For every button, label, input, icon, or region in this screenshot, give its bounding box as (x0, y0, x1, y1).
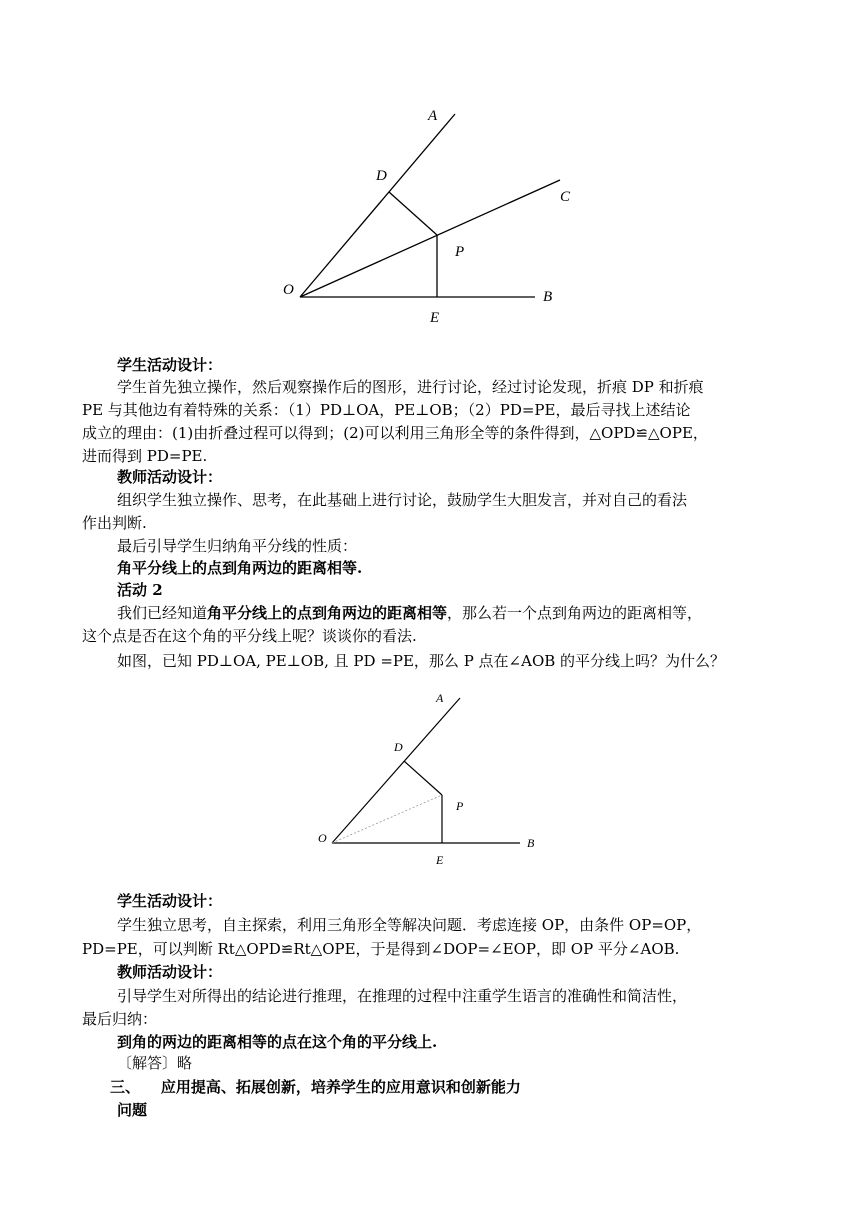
label-P: P (456, 799, 464, 813)
act2-line1 (117, 603, 817, 623)
label-C: C (560, 189, 571, 205)
t1-line3: 最后引导学生归纳角平分线的性质： (117, 537, 358, 555)
label-B: B (543, 289, 553, 305)
label-P: P (455, 244, 465, 260)
t2-line2: 最后归纳： (82, 1010, 158, 1028)
figure-angle-bisector-2 (310, 685, 550, 870)
section3-sub: 问题 (117, 1101, 148, 1119)
t1-line2: 作出判断. (82, 514, 147, 532)
act2-line1-a: 我们已经知道 (117, 604, 208, 622)
t2-line1: 引导学生对所得出的结论进行推理，在推理的过程中注重学生语言的准确性和简洁性， (117, 987, 688, 1005)
s2-line2: PD=PE，可以判断 Rt△OPD≌Rt△OPE，于是得到∠DOP=∠EOP，即 OP 平分∠AOB. (82, 940, 680, 958)
s1-line2: PE 与其他边有着特殊的关系：（1）PD⊥OA，PE⊥OB；（2）PD=PE，最后寻找上述结论 (82, 401, 691, 419)
t2-conclusion: 到角的两边的距离相等的点在这个角的平分线上. (117, 1033, 438, 1051)
label-E: E (430, 310, 440, 326)
section3-title: 应用提高、拓展创新，培养学生的应用意识和创新能力 (160, 1078, 521, 1096)
section3-number: 三、 (110, 1078, 141, 1096)
t1-line1: 组织学生独立操作、思考，在此基础上进行讨论，鼓励学生大胆发言，并对自己的看法 (117, 491, 688, 509)
s1-line3: 成立的理由：(1)由折叠过程可以得到；(2)可以利用三角形全等的条件得到，△OPD≌△OPE， (82, 424, 708, 442)
label-A: A (436, 691, 444, 705)
t1-title: 教师活动设计： (117, 468, 223, 486)
label-D: D (394, 740, 403, 754)
label-O: O (318, 831, 327, 845)
answer-line: 〔解答〕略 (117, 1054, 193, 1072)
label-E: E (436, 853, 444, 867)
act2-line2: 这个点是否在这个角的平分线上呢？谈谈你的看法. (82, 627, 417, 645)
s2-line1: 学生独立思考，自主探索，利用三角形全等解决问题．考虑连接 OP，由条件 OP=OP， (117, 916, 702, 934)
section3-heading (110, 1077, 810, 1097)
s2-title: 学生活动设计： (117, 892, 223, 910)
s1-line1: 学生首先独立操作，然后观察操作后的图形，进行讨论，经过讨论发现，折痕 DP 和折痕 (117, 378, 704, 396)
activity2-title: 活动 2 (117, 581, 163, 599)
act2-line1-c: ，那么若一个点到角两边的距离相等， (447, 604, 703, 622)
label-O: O (283, 282, 294, 298)
s1-line4: 进而得到 PD=PE. (82, 447, 208, 465)
label-A: A (428, 108, 438, 124)
act2-line3: 如图，已知 PD⊥OA, PE⊥OB, 且 PD =PE，那么 P 点在∠AOB 的平分线上吗？为什么？ (117, 652, 726, 670)
t2-title: 教师活动设计： (117, 963, 223, 981)
t1-conclusion: 角平分线上的点到角两边的距离相等. (117, 559, 363, 577)
s1-title: 学生活动设计： (117, 356, 223, 374)
figure-angle-bisector-1 (270, 100, 590, 335)
label-B: B (527, 836, 535, 850)
label-D: D (376, 168, 387, 184)
act2-line1-b: 角平分线上的点到角两边的距离相等 (207, 604, 448, 622)
